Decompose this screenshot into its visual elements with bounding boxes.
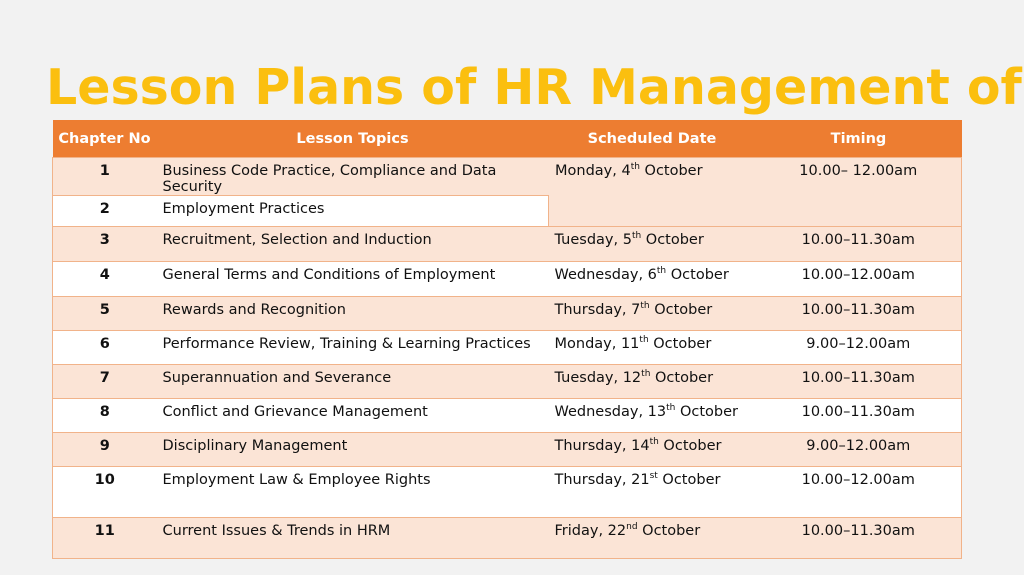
- lesson-plan-table: [52, 120, 962, 559]
- chapter-number: 3: [53, 227, 157, 262]
- scheduled-date: Thursday, 7th October: [549, 297, 756, 331]
- timing: 10.00–11.30am: [756, 399, 962, 433]
- scheduled-date: Wednesday, 6th October: [549, 262, 756, 297]
- timing: 10.00– 12.00am: [756, 158, 962, 227]
- lesson-topic: Conflict and Grievance Management: [157, 399, 549, 433]
- lesson-topic: Disciplinary Management: [157, 433, 549, 467]
- timing: 10.00–12.00am: [756, 262, 962, 297]
- chapter-number: 2: [53, 196, 157, 227]
- chapter-number: 10: [53, 467, 157, 518]
- lesson-topic: Business Code Practice, Compliance and Data Security: [157, 158, 549, 196]
- timing: 9.00–12.00am: [756, 433, 962, 467]
- table-row: [53, 467, 962, 518]
- scheduled-date: Friday, 22nd October: [549, 518, 756, 559]
- chapter-number: 4: [53, 262, 157, 297]
- table-row: [53, 365, 962, 399]
- table-row: [53, 331, 962, 365]
- slide-title: Lesson Plans of HR Management of: [46, 59, 1022, 116]
- timing: 10.00–12.00am: [756, 467, 962, 518]
- header-timing: Timing: [756, 120, 962, 158]
- chapter-number: 1: [53, 158, 157, 196]
- timing: 10.00–11.30am: [756, 365, 962, 399]
- scheduled-date: Wednesday, 13th October: [549, 399, 756, 433]
- scheduled-date: Monday, 11th October: [549, 331, 756, 365]
- chapter-number: 11: [53, 518, 157, 559]
- timing: 10.00–11.30am: [756, 227, 962, 262]
- chapter-number: 8: [53, 399, 157, 433]
- table-row: [53, 433, 962, 467]
- chapter-number: 7: [53, 365, 157, 399]
- header-scheduled-date: Scheduled Date: [549, 120, 756, 158]
- lesson-topic: Rewards and Recognition: [157, 297, 549, 331]
- scheduled-date: Monday, 4th October: [549, 158, 756, 227]
- lesson-topic: Superannuation and Severance: [157, 365, 549, 399]
- table-row: [53, 227, 962, 262]
- scheduled-date: Tuesday, 5th October: [549, 227, 756, 262]
- lesson-topic: Performance Review, Training & Learning Practices: [157, 331, 549, 365]
- scheduled-date: Thursday, 21st October: [549, 467, 756, 518]
- table-row: [53, 297, 962, 331]
- lesson-topic: Employment Practices: [157, 196, 549, 227]
- lesson-topic: Employment Law & Employee Rights: [157, 467, 549, 518]
- lesson-topic: Current Issues & Trends in HRM: [157, 518, 549, 559]
- scheduled-date: Thursday, 14th October: [549, 433, 756, 467]
- timing: 10.00–11.30am: [756, 518, 962, 559]
- lesson-topic: General Terms and Conditions of Employment: [157, 262, 549, 297]
- table-header-row: [53, 120, 962, 158]
- timing: 10.00–11.30am: [756, 297, 962, 331]
- table-row: [53, 518, 962, 559]
- header-lesson-topics: Lesson Topics: [157, 120, 549, 158]
- chapter-number: 9: [53, 433, 157, 467]
- scheduled-date: Tuesday, 12th October: [549, 365, 756, 399]
- chapter-number: 6: [53, 331, 157, 365]
- table-row: [53, 158, 962, 196]
- timing: 9.00–12.00am: [756, 331, 962, 365]
- lesson-topic: Recruitment, Selection and Induction: [157, 227, 549, 262]
- table-row: [53, 262, 962, 297]
- header-chapter-no: Chapter No: [53, 120, 157, 158]
- chapter-number: 5: [53, 297, 157, 331]
- table-row: [53, 399, 962, 433]
